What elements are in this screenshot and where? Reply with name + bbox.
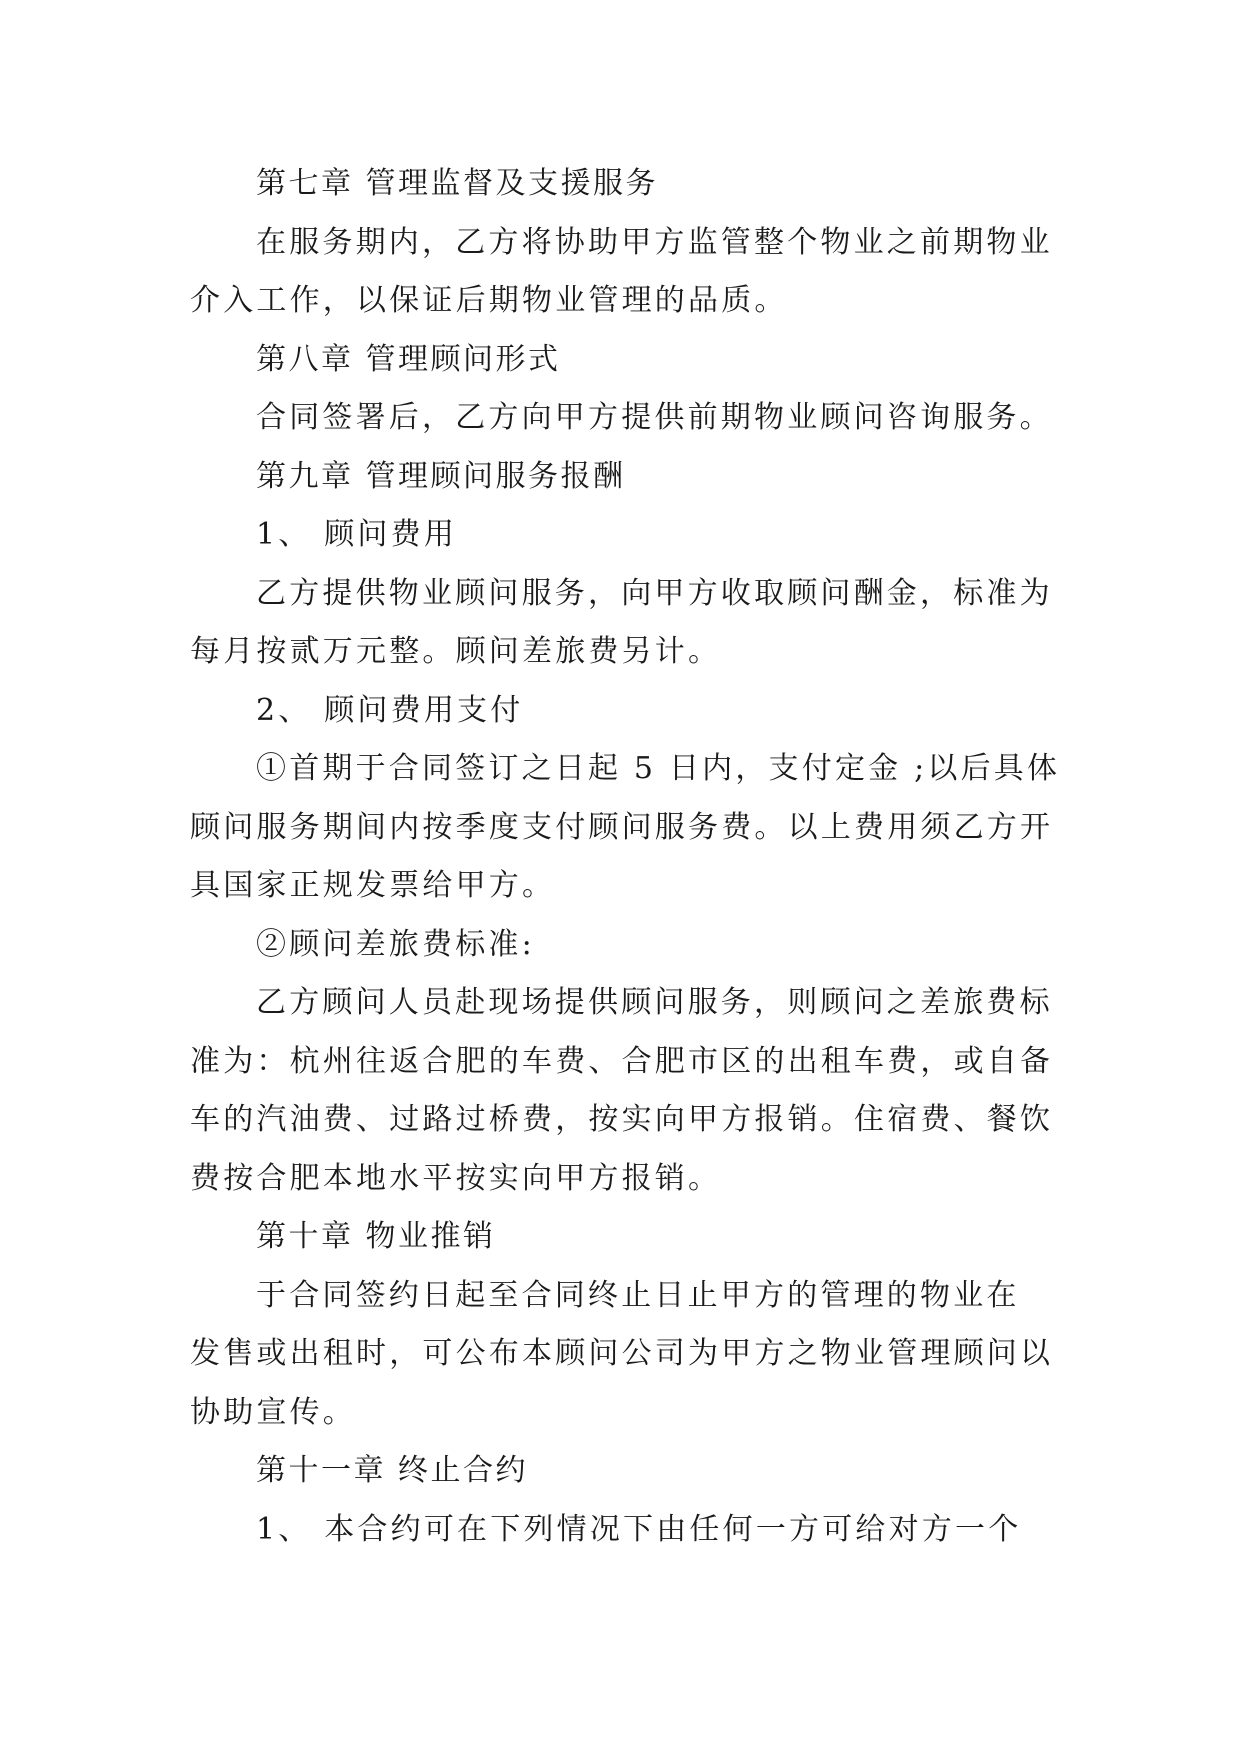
- paragraph-line: ②顾问差旅费标准:: [256, 926, 535, 962]
- chapter-9-heading: 第九章 管理顾问服务报酬: [256, 458, 626, 494]
- paragraph-line: 合同签署后，乙方向甲方提供前期物业顾问咨询服务。: [256, 400, 1053, 435]
- paragraph-line: 具国家正规发票给甲方。: [190, 868, 556, 903]
- paragraph-line: 每月按贰万元整。顾问差旅费另计。: [190, 634, 722, 669]
- chapter-8-heading: 第八章 管理顾问形式: [256, 341, 561, 377]
- paragraph-line: 协助宣传。: [190, 1394, 356, 1430]
- paragraph-line: 费按合肥本地水平按实向甲方报销。: [190, 1160, 722, 1196]
- chapter-10-heading: 第十章 物业推销: [256, 1219, 496, 1254]
- paragraph-line: 乙方提供物业顾问服务，向甲方收取顾问酬金，标准为: [256, 575, 1053, 611]
- chapter-11-heading: 第十一章 终止合约: [256, 1453, 529, 1488]
- section-1-heading: 1、 顾问费用: [256, 517, 458, 552]
- paragraph-line: 车的汽油费、过路过桥费，按实向甲方报销。住宿费、餐饮: [190, 1102, 1054, 1137]
- paragraph-line: 顾问服务期间内按季度支付顾问服务费。以上费用须乙方开: [190, 809, 1054, 845]
- paragraph-line: 1、 本合约可在下列情况下由任何一方可给对方一个: [256, 1511, 1022, 1547]
- document-body: [190, 155, 1070, 1559]
- paragraph-line: 乙方顾问人员赴现场提供顾问服务，则顾问之差旅费标: [256, 985, 1053, 1020]
- paragraph-line: 介入工作，以保证后期物业管理的品质。: [190, 283, 788, 318]
- paragraph-line: 于合同签约日起至合同终止日止甲方的管理的物业在: [256, 1277, 1020, 1313]
- section-2-heading: 2、 顾问费用支付: [256, 692, 524, 728]
- chapter-7-heading: 第七章 管理监督及支援服务: [256, 166, 659, 201]
- paragraph-line: 在服务期内，乙方将协助甲方监管整个物业之前期物业: [256, 224, 1053, 260]
- paragraph-line: 准为：杭州往返合肥的车费、合肥市区的出租车费，或自备: [190, 1043, 1054, 1079]
- paragraph-line: 发售或出租时，可公布本顾问公司为甲方之物业管理顾问以: [190, 1336, 1054, 1371]
- paragraph-line: ①首期于合同签订之日起 5 日内，支付定金 ;以后具体: [256, 751, 1061, 786]
